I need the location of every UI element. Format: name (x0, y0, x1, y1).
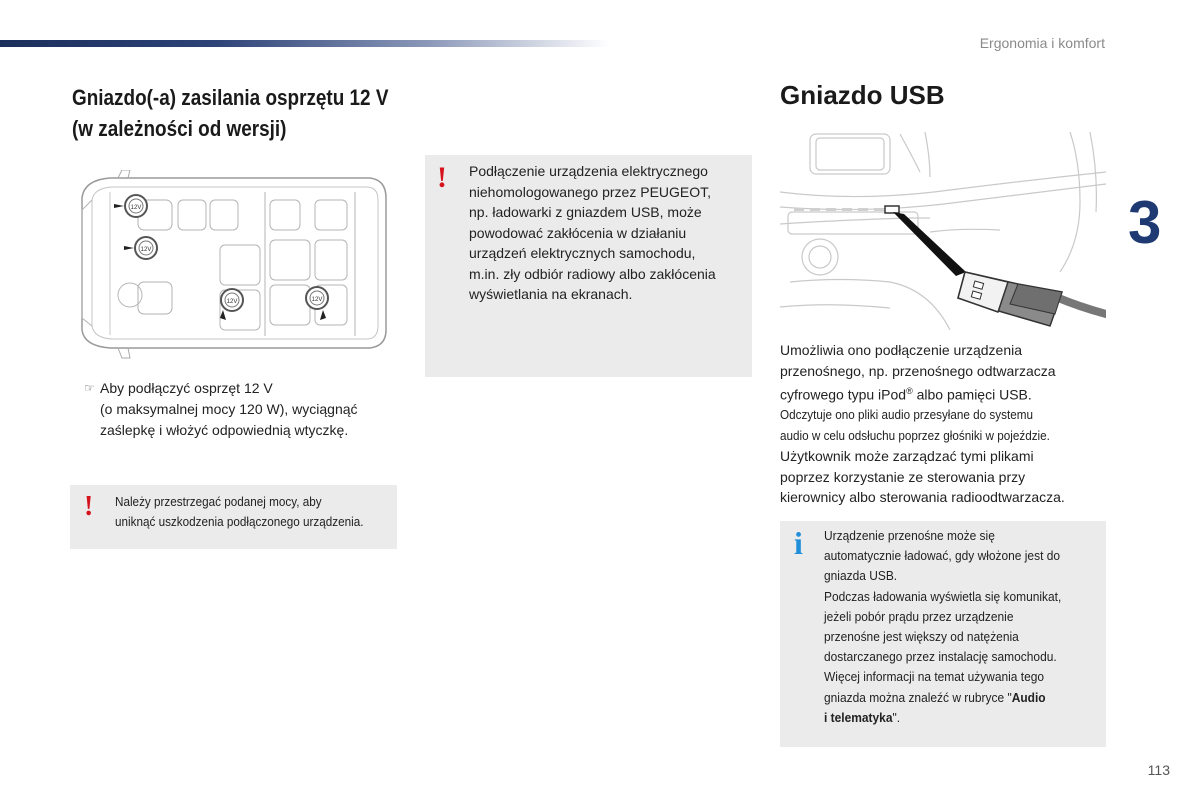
instruction-step (84, 378, 404, 441)
pointing-hand-icon: ☞ (84, 381, 95, 395)
socket-title-line2: (w zależności od wersji) (72, 116, 287, 141)
usb-desc-line-3a: cyfrowego typu iPod (780, 386, 907, 403)
usb-info-line-final (824, 708, 1100, 728)
header-bar (0, 40, 610, 47)
usb-info-box (780, 521, 1106, 747)
step-line-3: zaślepkę i włożyć odpowiednią wtyczkę. (100, 422, 349, 438)
van-socket-illustration (70, 170, 390, 360)
warning-icon: ! (437, 161, 447, 194)
usb-desc-small-1: Odczytuje ono pliki audio przesyłane do systemu (780, 407, 1033, 423)
usb-desc-line-1: Umożliwia ono podłączenie urządzenia (780, 342, 1023, 358)
device-warning-line: powodować zakłócenia w działaniu (469, 224, 687, 241)
device-warning-line: wyświetlania na ekranach. (469, 286, 633, 302)
svg-text:12V: 12V (226, 299, 238, 305)
power-warning-text (115, 492, 367, 532)
info-icon: i (794, 525, 803, 561)
usb-info-bold-1: Audio (1011, 689, 1046, 705)
usb-info-line: automatycznie ładować, gdy włożone jest do (824, 548, 1061, 564)
socket-icon-4 (306, 287, 328, 320)
usb-info-line: Podczas ładowania wyświetla się komunikat, (824, 588, 1062, 604)
step-line-2: (o maksymalnej mocy 120 W), wyciągnąć (100, 401, 358, 417)
power-warning-box (70, 485, 397, 549)
socket-title-line1: Gniazdo(-a) zasilania osprzętu 12 V (72, 85, 389, 110)
device-warning-line: niehomologowanego przez PEUGEOT, (469, 183, 712, 200)
usb-title: Gniazdo USB (780, 80, 945, 110)
svg-text:12V: 12V (311, 297, 323, 303)
usb-info-last-pre: gniazda można znaleźć w rubryce " (824, 689, 1012, 705)
usb-info-line: Urządzenie przenośne może się (824, 528, 995, 543)
usb-desc-line-4: Użytkownik może zarządzać tymi plikami (780, 448, 1034, 465)
svg-text:12V: 12V (140, 247, 152, 253)
usb-desc-line-3 (780, 381, 1110, 405)
device-warning-line: np. ładowarki z gniazdem USB, może (469, 204, 702, 220)
power-warning-line-1: Należy przestrzegać podanej mocy, aby (115, 494, 322, 509)
usb-info-line: Więcej informacji na temat używania tego (824, 669, 1045, 685)
usb-description (780, 340, 1110, 508)
section-name: Ergonomia i komfort (979, 35, 1105, 51)
socket-title (72, 82, 389, 144)
chapter-number: 3 (1128, 189, 1160, 256)
device-warning-box (425, 155, 752, 377)
registered-mark: ® (906, 386, 913, 396)
usb-info-line: jeżeli pobór prądu przez urządzenie (824, 608, 1014, 624)
socket-icon-3 (220, 289, 243, 320)
warning-icon: ! (84, 491, 94, 522)
power-warning-line-2: uniknąć uszkodzenia podłączonego urządzenia. (115, 514, 364, 529)
device-warning-text (469, 161, 749, 305)
usb-desc-line-5: poprzez korzystanie ze sterowania przy (780, 468, 1026, 485)
usb-socket-illustration (780, 132, 1106, 330)
socket-icon-2 (124, 237, 157, 259)
usb-desc-small-2: audio w celu odsłuchu poprzez głośniki w pojeździe. (780, 427, 1050, 443)
usb-info-line: dostarczanego przez instalację samochodu. (824, 649, 1057, 665)
usb-info-line-last (824, 688, 1100, 708)
usb-desc-line-6: kierownicy albo sterowania radioodtwarzacza. (780, 489, 1065, 506)
device-warning-line: m.in. zły odbiór radiowy albo zakłócenia (469, 265, 716, 282)
device-warning-line: urządzeń elektrycznych samochodu, (469, 245, 696, 261)
usb-info-text (824, 526, 1100, 728)
usb-info-last-post: ". (892, 709, 901, 725)
device-warning-line: Podłączenie urządzenia elektrycznego (469, 163, 708, 179)
page-number: 113 (1147, 762, 1170, 778)
usb-desc-line-3b: albo pamięci USB. (912, 386, 1032, 403)
socket-icon-1 (114, 195, 147, 217)
usb-info-bold-2: i telematyka (824, 709, 893, 725)
usb-desc-line-2: przenośnego, np. przenośnego odtwarzacza (780, 362, 1056, 379)
svg-text:12V: 12V (130, 205, 142, 211)
usb-info-line: przenośne jest większy od natężenia (824, 629, 1019, 645)
step-line-1: Aby podłączyć osprzęt 12 V (100, 380, 273, 396)
usb-info-line: gniazda USB. (824, 568, 898, 584)
